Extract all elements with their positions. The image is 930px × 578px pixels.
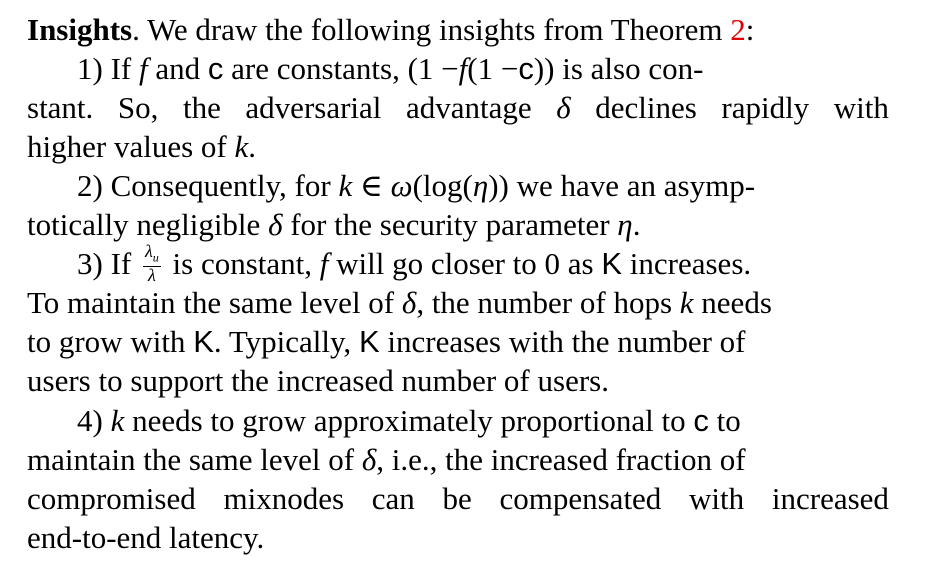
lambda-ratio-fraction xyxy=(143,243,161,283)
insight-2-line-1: 2) Consequently, for k ∈ ω(log(η)) we have an asymp- xyxy=(77,168,756,203)
insight-3-line-4: users to support the increased number of users. xyxy=(27,363,609,398)
insight-4-line-2: maintain the same level of δ, i.e., the increased fraction of xyxy=(27,442,746,477)
insight-4-line-1: 4) k needs to grow approximately proportional to c to xyxy=(77,403,741,438)
lambda-denominator: λ xyxy=(147,264,156,285)
insight-1-line-2: stant. So, the adversarial advantage δ declines rapidly with xyxy=(27,90,889,125)
insight-4-line-3: compromised mixnodes can be compensated with increased xyxy=(27,481,889,516)
insight-3-line-2: To maintain the same level of δ, the number of hops k needs xyxy=(27,285,772,320)
theorem-reference-link[interactable]: 2 xyxy=(730,12,746,47)
paragraph-insights-line: Insights. We draw the following insights from Theorem 2: xyxy=(27,12,755,47)
insights-heading: Insights xyxy=(27,12,133,47)
insight-3-line-1: 3) If $\frac{\lambda_u}{\lambda}$ is constant, f will go closer to 0 as K increases. xyxy=(77,241,752,285)
insight-4-line-4: end-to-end latency. xyxy=(27,520,265,555)
insight-1-line-3: higher values of k. xyxy=(27,129,256,164)
lambda-u-numerator: $\lambda_u$ xyxy=(144,241,159,265)
insight-2-line-2: totically negligible δ for the security parameter η. xyxy=(27,207,641,242)
insight-3-line-3: to grow with K. Typically, K increases with the number of xyxy=(27,324,746,359)
insight-1-line-1: 1) If f and c are constants, (1 −f(1 −c)) is also con- xyxy=(77,51,704,86)
